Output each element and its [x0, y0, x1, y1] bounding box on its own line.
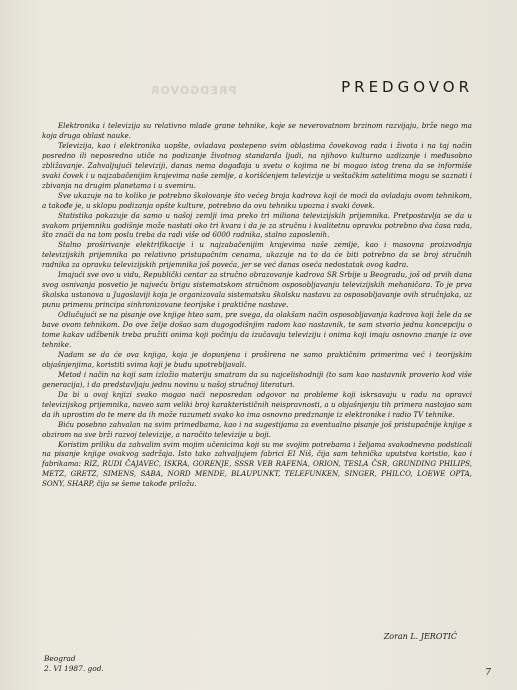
paragraph: Nadam se da će ova knjiga, koja je dopunjena i proširena ne samo praktičnim primerima već i teorijskim objašnjenjima, koristiti svima koji je budu upotrebljavali. — [42, 349, 472, 369]
paragraph: Elektronika i televizija su relativno mlade grane tehnike, koje se neverovatnom brzinom razvijaju, brže nego ma koja druga oblast nauke. — [42, 121, 472, 140]
date: 2. VI 1987. god. — [44, 663, 104, 673]
paragraph: Stalno proširivanje elektrifikacije i u najzabačenijim krajevima naše zemlje, kao i masovna proizvodnja televizijskih prijemnika po relativno pristupačnim cenama, ukazuje na to da će biti potrebno da se broj stručnih radnika za opravku televizijskih prijemnika još poveća, jer se već danas oseća nedostatak ovog kadra. — [42, 240, 472, 270]
place: Beograd — [44, 654, 76, 663]
page-number: 7 — [485, 668, 491, 678]
paragraph: Televizija, kao i elektronika uopšte, ovladava postepeno svim oblastima čovekovog rada i života i na taj način posredno ili neposredno utiče na podizanje životnog standarda ljudi, na njihovo kulturno uzdizanje i međusobno zbližavanje. Zahvaljujući televiziji, danas nema događaja u svetu o kojima ne bi mogao istog trena da se informiše svaki čovek i u najzabačenijim krajevima naše zemlje, a korišćenjem televizije u veštačkim satelitima mogu se saznati i zbivanja na drugim planetama i u svemiru. — [42, 140, 472, 190]
author-signature: Zoran L. JEROTIĆ — [383, 632, 457, 641]
paragraph: Statistika pokazuje da samo u našoj zemlji ima preko tri miliona televizijskih prijemnika. Pretpostavlja se da u svakom prijemniku godišnje može nastati oko tri kvara i da je za stručnu i kvalitetnu opravku potrebno dva časa rada, što znači da na tom poslu treba da radi više od 6000 radnika, stalno zaposlenih. — [42, 210, 472, 240]
paragraph: Imajući sve ovo u vidu, Republički centar za stručno obrazovanje kadrova SR Srbije u Beogradu, još od prvih dana svog osnivanja posvetio je najveću brigu sistematskom stručnom osposobljavanju televizijskih mehaničara. To je prva školska ustanova u Jugoslaviji koja je organizovala sistematsku školsku nastavu za osposobljavanje ovih stručnjaka, uz punu primenu principa sinhronizovane teorijske i praktične nastave. — [42, 270, 472, 310]
preface-body — [42, 121, 472, 489]
paragraph: Da bi u ovoj knjizi svako mogao naći neposredan odgovor na probleme koji iskrsavaju u radu na opravci televizijskog prijemnika, naveo sam veliki broj karakterističnih neispravnosti, a u objašnjenju tih primera nastojao sam da ih uprostim do te mere da ih može razumeti svako ko ima osnovno predznanje iz elektronike i radio TV tehnike. — [42, 389, 472, 419]
page-title: PREDGOVOR — [341, 78, 473, 96]
paragraph: Odlučujući se na pisanje ove knjige hteo sam, pre svega, da olakšam način osposobljavanja kadrova koji žele da se bave ovom tehnikom. Do ove želje došao sam dugogodišnjim radom kao nastavnik, te sam stvorio jednu koncepciju o tome kakav udžbenik treba pružiti onima koji počinju da izučavaju televiziju i onima koji imaju osnovno znanje iz ove tehnike. — [42, 310, 472, 349]
bleed-through-text: PREDGOVOR — [150, 84, 237, 97]
paragraph: Sve ukazuje na to koliko je potrebno školovanje što većeg broja kadrova koji će moći da ovladaju ovom tehnikom, a takođe je, u sklopu podizanja opšte kulture, potrebno da ovu tehniku upozna i svaki čovek. — [42, 190, 472, 210]
paragraph: Biću posebno zahvalan na svim primedbama, kao i na sugestijama za eventualno pisanje još pristupačnije knjige s obzirom na sve brži razvoj televizije, a naročito televizije u boji. — [42, 419, 472, 439]
place-date — [44, 654, 104, 673]
paragraph: Koristim priliku da zahvalim svim mojim učenicima koji su me svojim potrebama i željama svakodnevno podsticali na pisanje knjige ovakvog sadržaja. Isto tako zahvaljujem fabrici EI Niš, čija sam tehnička uputstva koristio, kao i fabrikama: RIZ, RUDI ČAJAVEC, ISKRA, GORENJE, SSSR VEB RAFENA, ORION, TESLA ČSR, GRUNDING PHILIPS, METZ, GRETZ, SIMENS, SABA, NORD MENDE, BLAUPUNKT, TELEFUNKEN, SINGER, PHILCO, LOEWE OPTA, SONY, SHARP, čija se šeme takođe priložu. — [42, 439, 472, 489]
paragraph: Metod i način na koji sam izložio materiju smatram da su najcelishodniji (to sam kao nastavnik proverio kod više generacija), i da predstavljaju jednu novinu u našoj stručnoj literaturi. — [42, 369, 472, 389]
